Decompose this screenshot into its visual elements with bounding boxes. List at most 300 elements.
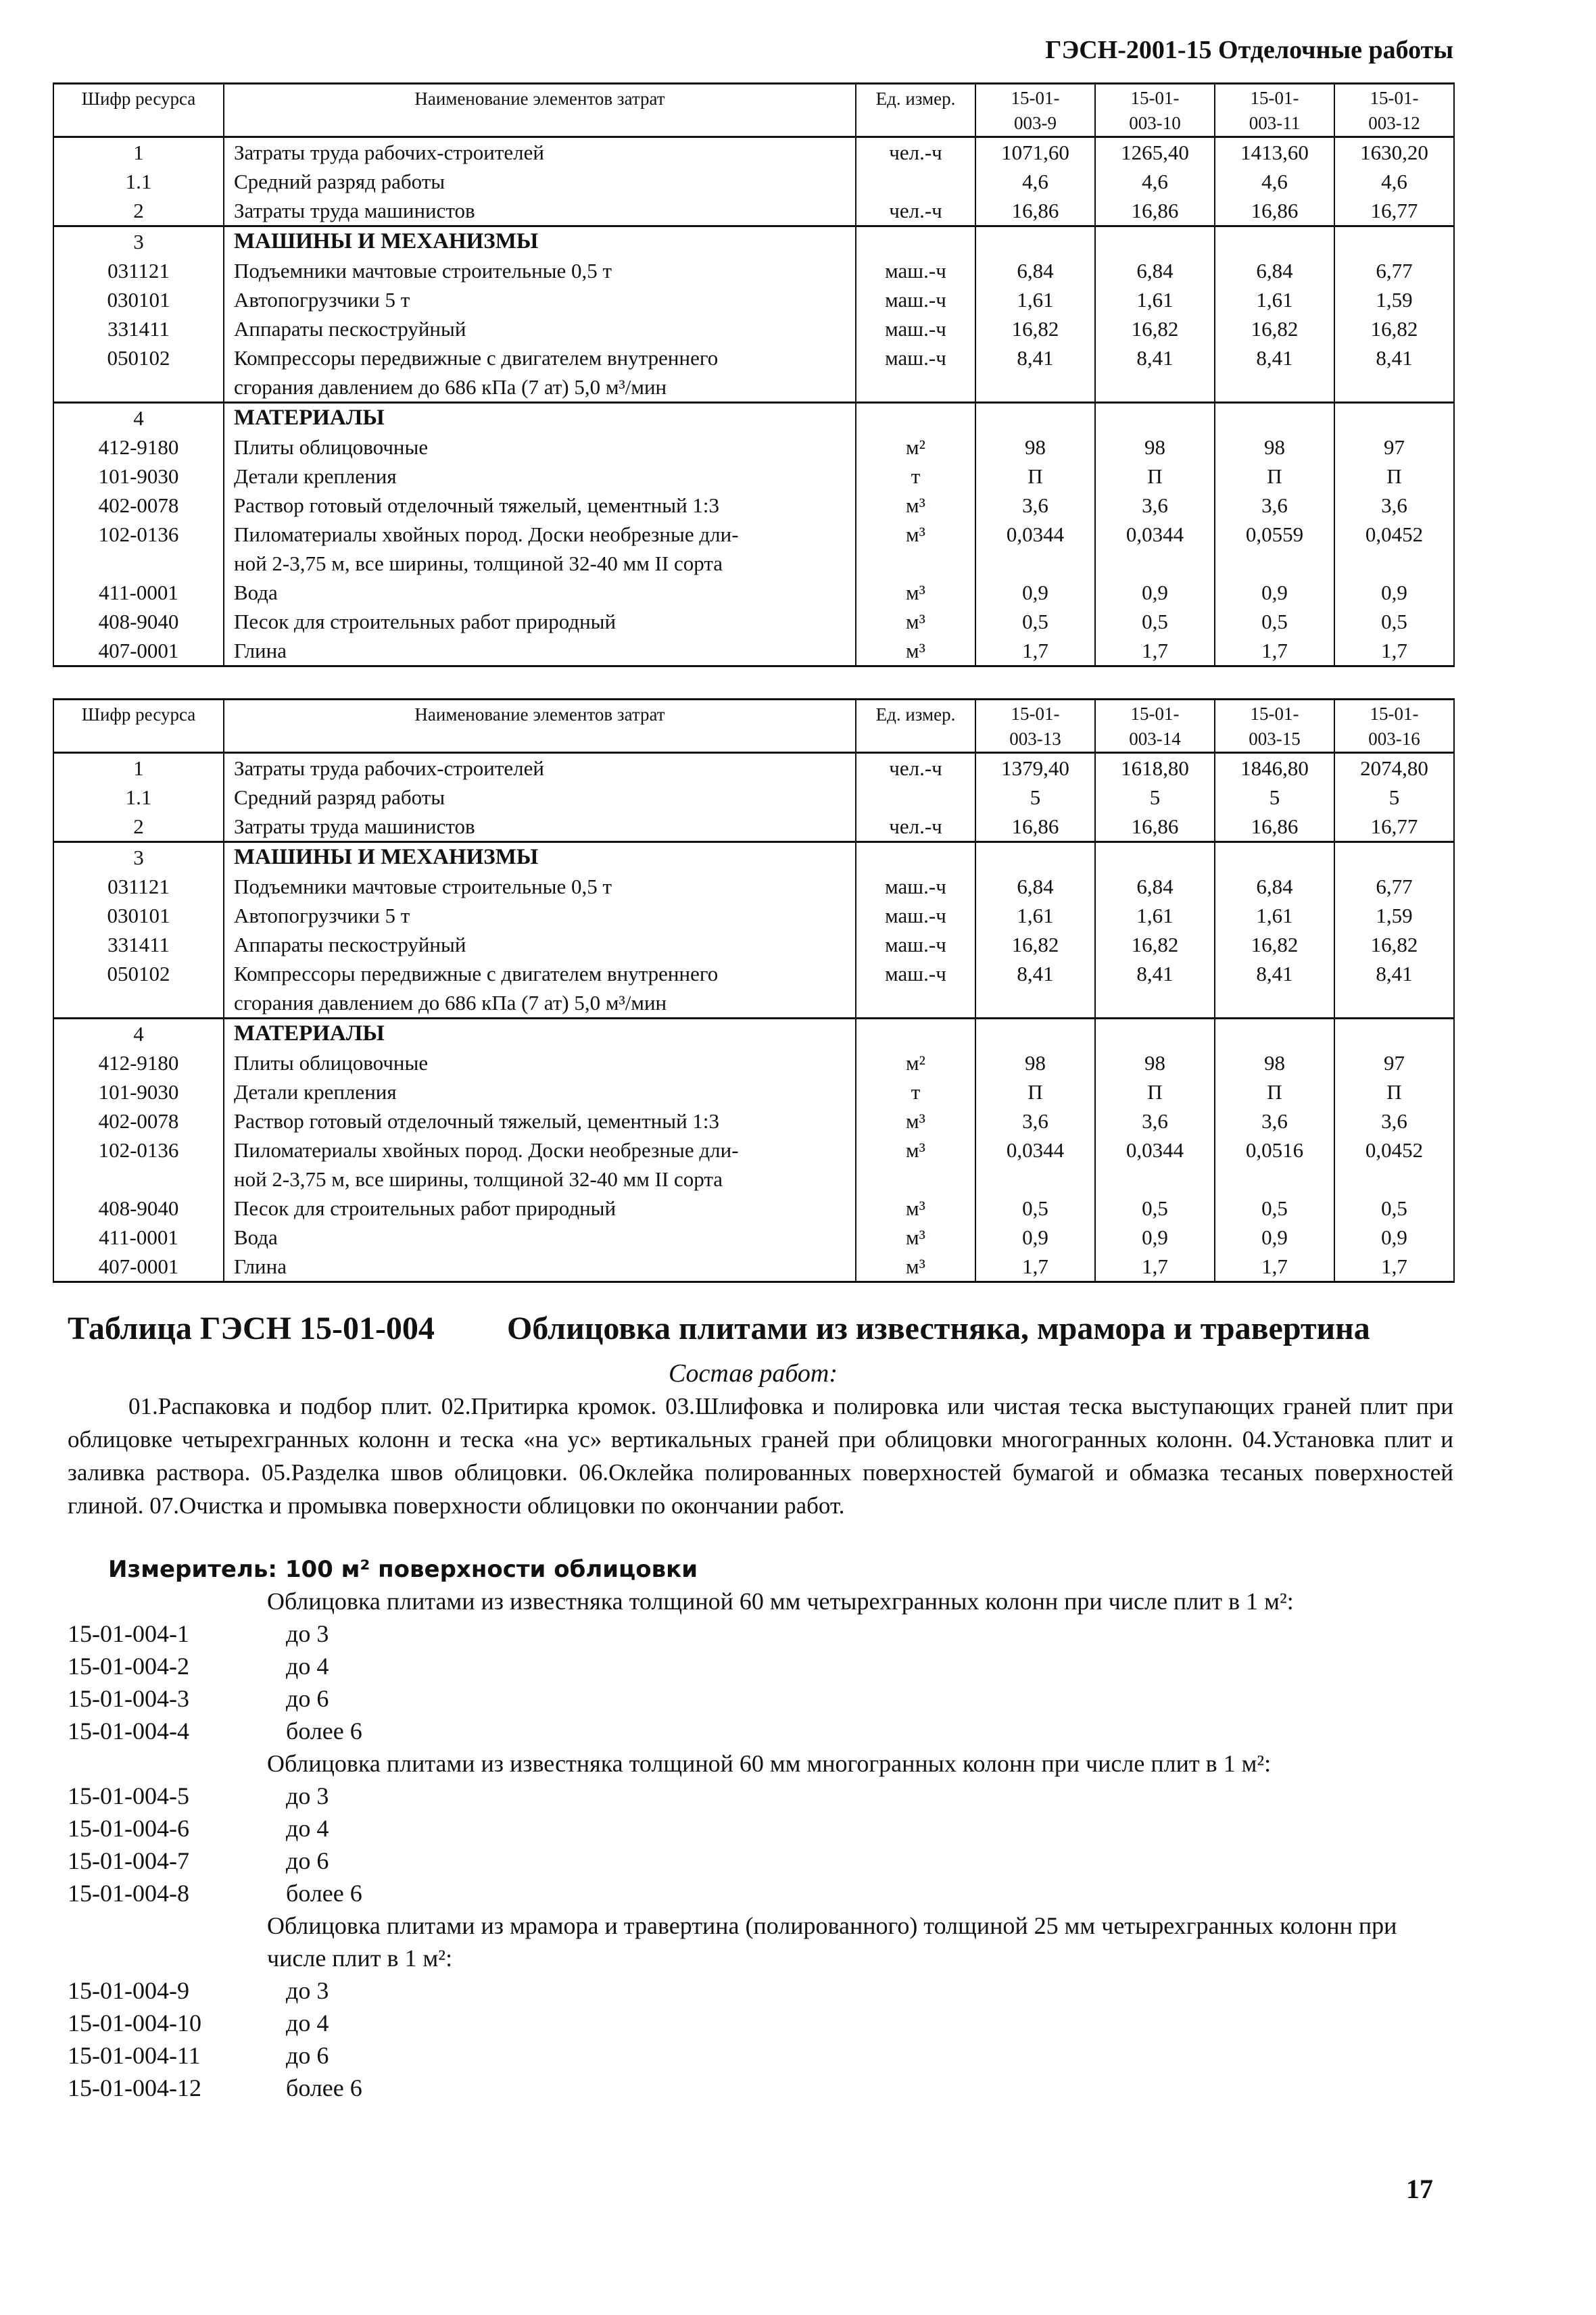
resource-name-cell: Детали крепления [224, 462, 856, 491]
value-cell: 98 [1215, 1048, 1334, 1077]
col-header-code: Шифр ресурса [53, 700, 224, 753]
table-row [53, 959, 1454, 988]
table-row [53, 1077, 1454, 1106]
value-cell: 1,61 [1095, 901, 1215, 930]
value-cell: 3,6 [1215, 491, 1334, 520]
norm-description: до 4 [286, 1653, 329, 1680]
norm-item [68, 1812, 1453, 1845]
value-cell: 0,9 [1334, 578, 1454, 607]
resource-name-cell: Средний разряд работы [224, 783, 856, 812]
col-header-unit: Ед. измер. [856, 84, 975, 137]
value-cell: 0,5 [1334, 1194, 1454, 1223]
resource-name-cell: Плиты облицовочные [224, 433, 856, 462]
value-cell [1215, 372, 1334, 403]
norm-item [68, 1650, 1453, 1682]
unit-cell: м³ [856, 1252, 975, 1282]
value-cell: 1265,40 [1095, 137, 1215, 168]
table-row [53, 988, 1454, 1019]
value-cell: 1630,20 [1334, 137, 1454, 168]
value-cell: 0,5 [975, 1194, 1095, 1223]
norm-item [68, 1877, 1453, 1909]
table-row [53, 285, 1454, 314]
resource-name-cell: Песок для строительных работ природный [224, 607, 856, 636]
value-cell [975, 1165, 1095, 1194]
value-cell: 0,9 [1215, 1223, 1334, 1252]
value-cell [1215, 549, 1334, 578]
value-cell: 8,41 [1215, 343, 1334, 372]
value-cell: П [1334, 462, 1454, 491]
col-header-code: Шифр ресурса [53, 84, 224, 137]
table-header-row [53, 84, 1454, 137]
norm-code: 15-01-004-4 [68, 1717, 189, 1745]
value-cell: 5 [1095, 783, 1215, 812]
unit-cell: маш.-ч [856, 343, 975, 372]
norm-description: до 3 [286, 1977, 329, 2004]
value-cell: 1,59 [1334, 901, 1454, 930]
resource-code-cell: 411-0001 [53, 1223, 224, 1252]
resource-name-cell: Глина [224, 1252, 856, 1282]
value-cell: 16,86 [1215, 812, 1334, 842]
unit-cell: м³ [856, 1136, 975, 1165]
value-cell: 0,5 [1095, 607, 1215, 636]
value-cell [1334, 1165, 1454, 1194]
value-cell [1334, 226, 1454, 257]
value-cell: 16,82 [1334, 930, 1454, 959]
norm-description: до 3 [286, 1620, 329, 1647]
value-cell: 0,5 [1215, 607, 1334, 636]
unit-cell: м² [856, 1048, 975, 1077]
value-cell: 16,82 [1095, 314, 1215, 343]
value-cell: 0,0344 [1095, 520, 1215, 549]
value-cell: 1,61 [1215, 285, 1334, 314]
unit-cell [856, 1019, 975, 1049]
table-row [53, 491, 1454, 520]
resource-table-1 [53, 82, 1455, 667]
table-body [53, 137, 1454, 666]
resource-name-cell: сгорания давлением до 686 кПа (7 ат) 5,0 м³/мин [224, 988, 856, 1019]
norm-item [68, 2039, 1453, 2072]
value-cell: 8,41 [975, 959, 1095, 988]
unit-cell: маш.-ч [856, 959, 975, 988]
group-title: Облицовка плитами из мрамора и травертина (полированного) толщиной 25 мм четырехгранных колонн при числе плит в 1 м²: [267, 1912, 1397, 1972]
table-row [53, 842, 1454, 873]
value-cell: 4,6 [1095, 167, 1215, 196]
resource-name-cell: Аппараты пескоструйный [224, 930, 856, 959]
norm-item [68, 1617, 1453, 1650]
value-cell: 16,86 [975, 196, 1095, 226]
value-cell: 2074,80 [1334, 753, 1454, 783]
value-cell: 98 [1095, 433, 1215, 462]
norm-description: до 6 [286, 1685, 329, 1712]
value-cell: 0,9 [1095, 578, 1215, 607]
unit-cell: маш.-ч [856, 901, 975, 930]
value-cell: 5 [1334, 783, 1454, 812]
norm-code: 15-01-004-9 [68, 1977, 189, 2004]
norm-description: до 6 [286, 1847, 329, 1874]
resource-code-cell: 101-9030 [53, 1077, 224, 1106]
value-cell: 1,61 [1095, 285, 1215, 314]
unit-cell: м³ [856, 607, 975, 636]
unit-cell: чел.-ч [856, 196, 975, 226]
table-row [53, 226, 1454, 257]
value-cell: 98 [1095, 1048, 1215, 1077]
value-cell: П [1095, 462, 1215, 491]
resource-code-cell: 2 [53, 812, 224, 842]
table-row [53, 636, 1454, 666]
resource-name-cell: сгорания давлением до 686 кПа (7 ат) 5,0 м³/мин [224, 372, 856, 403]
value-cell: 8,41 [1095, 959, 1215, 988]
table-row [53, 1019, 1454, 1049]
value-cell: 16,82 [975, 930, 1095, 959]
norm-description: до 4 [286, 1815, 329, 1842]
value-cell: 6,77 [1334, 256, 1454, 285]
value-cell: 1,59 [1334, 285, 1454, 314]
resource-name-cell: Песок для строительных работ природный [224, 1194, 856, 1223]
value-cell [1334, 403, 1454, 433]
value-cell: 98 [975, 1048, 1095, 1077]
unit-cell: чел.-ч [856, 812, 975, 842]
resource-name-cell: Автопогрузчики 5 т [224, 901, 856, 930]
col-header-norm: 15-01- 003-13 [975, 700, 1095, 753]
value-cell: 16,82 [1095, 930, 1215, 959]
norm-description: до 4 [286, 2009, 329, 2037]
value-cell: 1,61 [975, 901, 1095, 930]
resource-code-cell: 1.1 [53, 783, 224, 812]
norm-description: до 3 [286, 1782, 329, 1809]
col-header-norm: 15-01- 003-10 [1095, 84, 1215, 137]
value-cell: 0,9 [1334, 1223, 1454, 1252]
norm-code: 15-01-004-7 [68, 1847, 189, 1874]
resource-name-cell: Затраты труда рабочих-строителей [224, 137, 856, 168]
table-row [53, 520, 1454, 549]
norm-item [68, 2007, 1453, 2039]
value-cell: 0,0344 [975, 1136, 1095, 1165]
value-cell: 1,7 [975, 636, 1095, 666]
value-cell: 0,9 [1095, 1223, 1215, 1252]
resource-code-cell: 4 [53, 403, 224, 433]
resource-name-cell: ной 2-3,75 м, все ширины, толщиной 32-40 мм II сорта [224, 1165, 856, 1194]
unit-cell: м³ [856, 491, 975, 520]
value-cell: 16,86 [1095, 196, 1215, 226]
norm-item [68, 1682, 1453, 1715]
resource-name-cell: Средний разряд работы [224, 167, 856, 196]
table-header-row [53, 700, 1454, 753]
resource-code-cell: 402-0078 [53, 491, 224, 520]
section-title [68, 1310, 1453, 1347]
resource-code-cell [53, 988, 224, 1019]
unit-cell: маш.-ч [856, 314, 975, 343]
resource-name-cell: Вода [224, 1223, 856, 1252]
value-cell [1095, 988, 1215, 1019]
value-cell [1095, 372, 1215, 403]
col-header-norm: 15-01- 003-11 [1215, 84, 1334, 137]
group-title: Облицовка плитами из известняка толщиной 60 мм четырехгранных колонн при числе плит в 1 м²: [267, 1588, 1294, 1615]
resource-code-cell: 1.1 [53, 167, 224, 196]
value-cell: 6,84 [1215, 256, 1334, 285]
resource-code-cell: 030101 [53, 901, 224, 930]
value-cell [1215, 988, 1334, 1019]
resource-name-cell: Подъемники мачтовые строительные 0,5 т [224, 872, 856, 901]
value-cell [1215, 403, 1334, 433]
resource-code-cell: 411-0001 [53, 578, 224, 607]
value-cell: 16,82 [975, 314, 1095, 343]
value-cell: 1,7 [1334, 1252, 1454, 1282]
resource-code-cell: 1 [53, 137, 224, 168]
resource-code-cell: 408-9040 [53, 607, 224, 636]
value-cell: 0,5 [1095, 1194, 1215, 1223]
resource-name-cell: Раствор готовый отделочный тяжелый, цементный 1:3 [224, 1106, 856, 1136]
page-number: 17 [1406, 2174, 1433, 2204]
norm-description: до 6 [286, 2042, 329, 2069]
norm-code: 15-01-004-1 [68, 1620, 189, 1647]
table-row [53, 196, 1454, 226]
table-row [53, 1194, 1454, 1223]
value-cell: 8,41 [1334, 343, 1454, 372]
resource-code-cell [53, 549, 224, 578]
work-composition-text: 01.Распаковка и подбор плит. 02.Притирка кромок. 03.Шлифовка и полировка или чистая теска выступающих граней плит при облицовке четырехгранных колонн и теска «на ус» вертикальных граней при облицовки многогранных колонн. 04.Установка плит и заливка раствора. 05.Разделка швов облицовки. 06.Оклейка полированных поверхностей бумагой и обмазка тесаных поверхностей глиной. 07.Очистка и промывка поверхности облицовки по окончании работ. [68, 1393, 1453, 1519]
resource-code-cell: 102-0136 [53, 1136, 224, 1165]
value-cell [975, 226, 1095, 257]
norm-description: более 6 [286, 1717, 362, 1745]
unit-cell [856, 226, 975, 257]
value-cell [1095, 226, 1215, 257]
col-header-norm: 15-01- 003-12 [1334, 84, 1454, 137]
table-row [53, 753, 1454, 783]
unit-cell [856, 783, 975, 812]
value-cell: 98 [1215, 433, 1334, 462]
resource-code-cell: 402-0078 [53, 1106, 224, 1136]
table-row [53, 433, 1454, 462]
unit-cell: чел.-ч [856, 753, 975, 783]
resource-code-cell: 2 [53, 196, 224, 226]
resource-name-cell: Затраты труда машинистов [224, 812, 856, 842]
meter-line: Измеритель: 100 м² поверхности облицовки [108, 1556, 698, 1583]
table-row [53, 137, 1454, 168]
value-cell: П [1334, 1077, 1454, 1106]
unit-cell: м³ [856, 636, 975, 666]
resource-code-cell: 050102 [53, 959, 224, 988]
resource-code-cell: 3 [53, 226, 224, 257]
value-cell [1334, 988, 1454, 1019]
value-cell: 4,6 [1334, 167, 1454, 196]
table-row [53, 1252, 1454, 1282]
resource-code-cell: 331411 [53, 314, 224, 343]
table-row [53, 462, 1454, 491]
table-row [53, 578, 1454, 607]
unit-cell: маш.-ч [856, 256, 975, 285]
value-cell: 8,41 [1334, 959, 1454, 988]
value-cell: 16,86 [1095, 812, 1215, 842]
norm-item [68, 1715, 1453, 1747]
value-cell: 1,7 [975, 1252, 1095, 1282]
unit-cell: маш.-ч [856, 930, 975, 959]
resource-table-2 [53, 698, 1455, 1283]
resource-name-cell: Аппараты пескоструйный [224, 314, 856, 343]
resource-code-cell: 331411 [53, 930, 224, 959]
unit-cell [856, 549, 975, 578]
unit-cell: м³ [856, 578, 975, 607]
value-cell: 3,6 [1215, 1106, 1334, 1136]
value-cell [1095, 842, 1215, 873]
resource-name-cell: МАТЕРИАЛЫ [224, 1019, 856, 1049]
unit-cell: т [856, 462, 975, 491]
value-cell: 0,5 [1334, 607, 1454, 636]
value-cell: 97 [1334, 433, 1454, 462]
norm-item [68, 2072, 1453, 2104]
value-cell: П [975, 462, 1095, 491]
value-cell [1095, 1165, 1215, 1194]
value-cell: 16,77 [1334, 196, 1454, 226]
norm-code: 15-01-004-5 [68, 1782, 189, 1809]
value-cell: 16,86 [1215, 196, 1334, 226]
resource-code-cell: 101-9030 [53, 462, 224, 491]
table-row [53, 1136, 1454, 1165]
col-header-unit: Ед. измер. [856, 700, 975, 753]
value-cell: 6,77 [1334, 872, 1454, 901]
norm-code: 15-01-004-8 [68, 1880, 189, 1907]
table-row [53, 167, 1454, 196]
value-cell: 0,5 [1215, 1194, 1334, 1223]
col-header-name: Наименование элементов затрат [224, 700, 856, 753]
value-cell: 6,84 [975, 872, 1095, 901]
norm-item [68, 1974, 1453, 2007]
value-cell: 1071,60 [975, 137, 1095, 168]
value-cell: 6,84 [1215, 872, 1334, 901]
value-cell: 0,9 [1215, 578, 1334, 607]
resource-code-cell: 407-0001 [53, 636, 224, 666]
unit-cell: т [856, 1077, 975, 1106]
value-cell: 0,9 [975, 1223, 1095, 1252]
value-cell: 6,84 [1095, 872, 1215, 901]
table-row [53, 549, 1454, 578]
resource-code-cell: 030101 [53, 285, 224, 314]
col-header-norm: 15-01- 003-16 [1334, 700, 1454, 753]
value-cell: 0,0452 [1334, 520, 1454, 549]
col-header-norm: 15-01- 003-9 [975, 84, 1095, 137]
value-cell [1334, 842, 1454, 873]
value-cell: 6,84 [1095, 256, 1215, 285]
resource-name-cell: Компрессоры передвижные с двигателем внутреннего [224, 343, 856, 372]
value-cell [1215, 226, 1334, 257]
value-cell: 1379,40 [975, 753, 1095, 783]
unit-cell [856, 372, 975, 403]
norm-item [68, 1845, 1453, 1877]
norm-code: 15-01-004-11 [68, 2042, 201, 2069]
value-cell: 0,0452 [1334, 1136, 1454, 1165]
value-cell: 3,6 [1095, 1106, 1215, 1136]
table-row [53, 1165, 1454, 1194]
value-cell: 8,41 [975, 343, 1095, 372]
value-cell: 1,61 [1215, 901, 1334, 930]
resource-code-cell: 412-9180 [53, 1048, 224, 1077]
norm-item [68, 1780, 1453, 1812]
value-cell: 3,6 [1095, 491, 1215, 520]
value-cell: 3,6 [1334, 491, 1454, 520]
value-cell: 1,7 [1334, 636, 1454, 666]
value-cell [975, 549, 1095, 578]
resource-code-cell [53, 372, 224, 403]
value-cell: 1,7 [1095, 1252, 1215, 1282]
value-cell: 16,86 [975, 812, 1095, 842]
norm-code: 15-01-004-10 [68, 2009, 201, 2037]
value-cell: 4,6 [1215, 167, 1334, 196]
norm-description: более 6 [286, 1880, 362, 1907]
group-title: Облицовка плитами из известняка толщиной 60 мм многогранных колонн при числе плит в 1 м²: [267, 1750, 1272, 1777]
value-cell: 3,6 [975, 1106, 1095, 1136]
value-cell: 16,82 [1334, 314, 1454, 343]
value-cell: 5 [975, 783, 1095, 812]
table-row [53, 1048, 1454, 1077]
resource-name-cell: Плиты облицовочные [224, 1048, 856, 1077]
page-header: ГЭСН-2001-15 Отделочные работы [1045, 36, 1453, 64]
resource-name-cell: Пиломатериалы хвойных пород. Доски необрезные дли- [224, 1136, 856, 1165]
norm-code: 15-01-004-2 [68, 1653, 189, 1680]
unit-cell [856, 1165, 975, 1194]
value-cell [975, 372, 1095, 403]
unit-cell: чел.-ч [856, 137, 975, 168]
resource-name-cell: Затраты труда рабочих-строителей [224, 753, 856, 783]
unit-cell: м³ [856, 1223, 975, 1252]
value-cell: 8,41 [1095, 343, 1215, 372]
table-row [53, 372, 1454, 403]
resource-name-cell: МАТЕРИАЛЫ [224, 403, 856, 433]
table-row [53, 812, 1454, 842]
table-row [53, 872, 1454, 901]
resource-code-cell: 412-9180 [53, 433, 224, 462]
norm-code: 15-01-004-6 [68, 1815, 189, 1842]
unit-cell [856, 403, 975, 433]
unit-cell: м³ [856, 1194, 975, 1223]
value-cell: 3,6 [975, 491, 1095, 520]
value-cell: 3,6 [1334, 1106, 1454, 1136]
value-cell: 1413,60 [1215, 137, 1334, 168]
value-cell: 16,82 [1215, 930, 1334, 959]
unit-cell: м³ [856, 1106, 975, 1136]
resource-name-cell: ной 2-3,75 м, все ширины, толщиной 32-40 мм II сорта [224, 549, 856, 578]
resource-name-cell: Автопогрузчики 5 т [224, 285, 856, 314]
norm-code: 15-01-004-3 [68, 1685, 189, 1712]
value-cell [975, 1019, 1095, 1049]
value-cell: 0,5 [975, 607, 1095, 636]
col-header-norm: 15-01- 003-15 [1215, 700, 1334, 753]
table-row [53, 607, 1454, 636]
value-cell: 98 [975, 433, 1095, 462]
unit-cell [856, 842, 975, 873]
value-cell [1095, 549, 1215, 578]
value-cell [1095, 403, 1215, 433]
value-cell: 1,7 [1215, 1252, 1334, 1282]
value-cell: 16,82 [1215, 314, 1334, 343]
value-cell [1334, 549, 1454, 578]
unit-cell: маш.-ч [856, 285, 975, 314]
table-code: Таблица ГЭСН 15-01-004 [68, 1311, 435, 1346]
value-cell: П [1215, 1077, 1334, 1106]
value-cell [1215, 1019, 1334, 1049]
resource-name-cell: Пиломатериалы хвойных пород. Доски необрезные дли- [224, 520, 856, 549]
value-cell: 8,41 [1215, 959, 1334, 988]
resource-name-cell: Раствор готовый отделочный тяжелый, цементный 1:3 [224, 491, 856, 520]
value-cell [975, 403, 1095, 433]
value-cell [1095, 1019, 1215, 1049]
value-cell: 1,7 [1095, 636, 1215, 666]
resource-code-cell: 4 [53, 1019, 224, 1049]
norm-code: 15-01-004-12 [68, 2074, 201, 2101]
resource-name-cell: МАШИНЫ И МЕХАНИЗМЫ [224, 842, 856, 873]
resource-name-cell: Вода [224, 578, 856, 607]
unit-cell: маш.-ч [856, 872, 975, 901]
unit-cell: м³ [856, 520, 975, 549]
work-composition-heading: Состав работ: [668, 1359, 838, 1388]
